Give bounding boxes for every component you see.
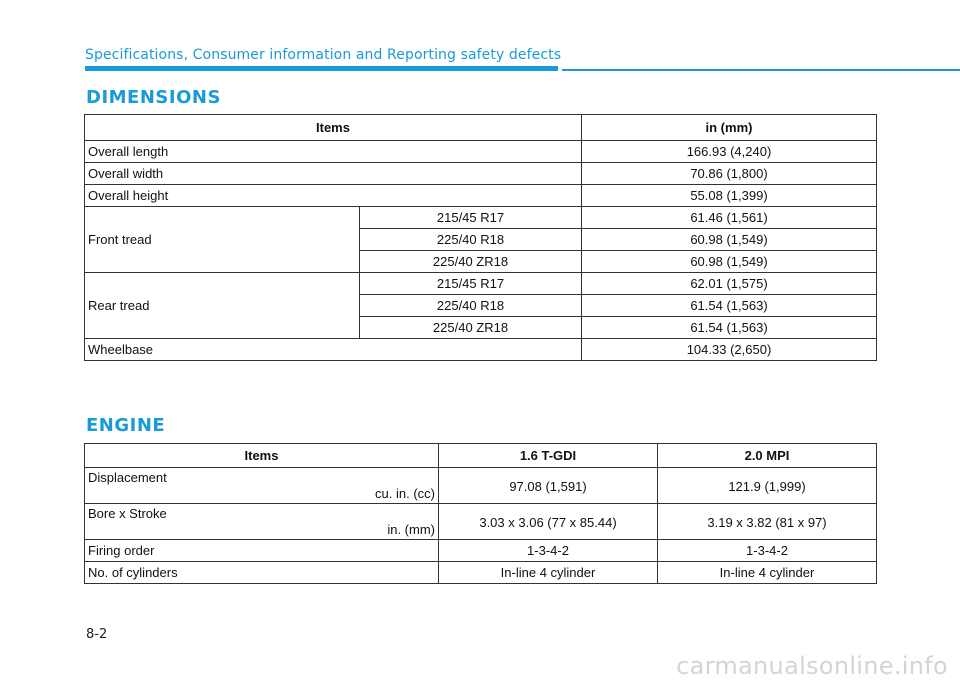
watermark: carmanualsonline.info [676,652,948,680]
row-unit: cu. in. (cc) [375,486,435,501]
table-row [85,468,877,504]
row-value: 60.98 (1,549) [582,251,877,273]
tire-size: 225/40 R18 [360,229,582,251]
table-row [85,141,877,163]
row-label: Displacement [88,470,167,485]
row-label: Firing order [85,540,439,562]
row-value: 61.54 (1,563) [582,317,877,339]
column-header-value: in (mm) [582,115,877,141]
row-label: Overall width [85,163,582,185]
chapter-header: Specifications, Consumer information and Reporting safety defects [85,47,562,63]
tire-size: 215/45 R17 [360,273,582,295]
row-value: 60.98 (1,549) [582,229,877,251]
tire-size: 215/45 R17 [360,207,582,229]
row-label: Wheelbase [85,339,582,361]
row-label: Rear tread [85,273,360,339]
engine-a-value: 3.03 x 3.06 (77 x 85.44) [439,504,658,540]
dimensions-table [84,114,877,361]
row-unit: in. (mm) [387,522,435,537]
row-value: 70.86 (1,800) [582,163,877,185]
table-row [85,207,877,229]
row-label: Front tread [85,207,360,273]
tire-size: 225/40 ZR18 [360,251,582,273]
header-rule-thick [85,66,558,71]
header-rule-thin [562,69,960,71]
engine-table [84,443,877,584]
tire-size: 225/40 ZR18 [360,317,582,339]
row-label-cell [85,468,439,504]
engine-b-value: 1-3-4-2 [658,540,877,562]
table-header-row [85,444,877,468]
column-header-items: Items [85,444,439,468]
column-header-items: Items [85,115,582,141]
row-value: 104.33 (2,650) [582,339,877,361]
row-label: Overall length [85,141,582,163]
column-header-engine-b: 2.0 MPI [658,444,877,468]
row-value: 61.46 (1,561) [582,207,877,229]
page-number: 8-2 [86,627,108,642]
table-row [85,339,877,361]
engine-a-value: 1-3-4-2 [439,540,658,562]
engine-title: ENGINE [86,415,166,436]
engine-a-value: In-line 4 cylinder [439,562,658,584]
row-label-cell [85,504,439,540]
row-label: Bore x Stroke [88,506,167,521]
column-header-engine-a: 1.6 T-GDI [439,444,658,468]
table-row [85,562,877,584]
row-value: 62.01 (1,575) [582,273,877,295]
table-row [85,185,877,207]
engine-b-value: 121.9 (1,999) [658,468,877,504]
table-row [85,273,877,295]
row-label: No. of cylinders [85,562,439,584]
engine-b-value: 3.19 x 3.82 (81 x 97) [658,504,877,540]
row-value: 61.54 (1,563) [582,295,877,317]
tire-size: 225/40 R18 [360,295,582,317]
engine-b-value: In-line 4 cylinder [658,562,877,584]
table-row [85,163,877,185]
row-value: 55.08 (1,399) [582,185,877,207]
dimensions-title: DIMENSIONS [86,87,221,108]
table-row [85,540,877,562]
engine-a-value: 97.08 (1,591) [439,468,658,504]
row-value: 166.93 (4,240) [582,141,877,163]
table-row [85,504,877,540]
row-label: Overall height [85,185,582,207]
table-header-row [85,115,877,141]
